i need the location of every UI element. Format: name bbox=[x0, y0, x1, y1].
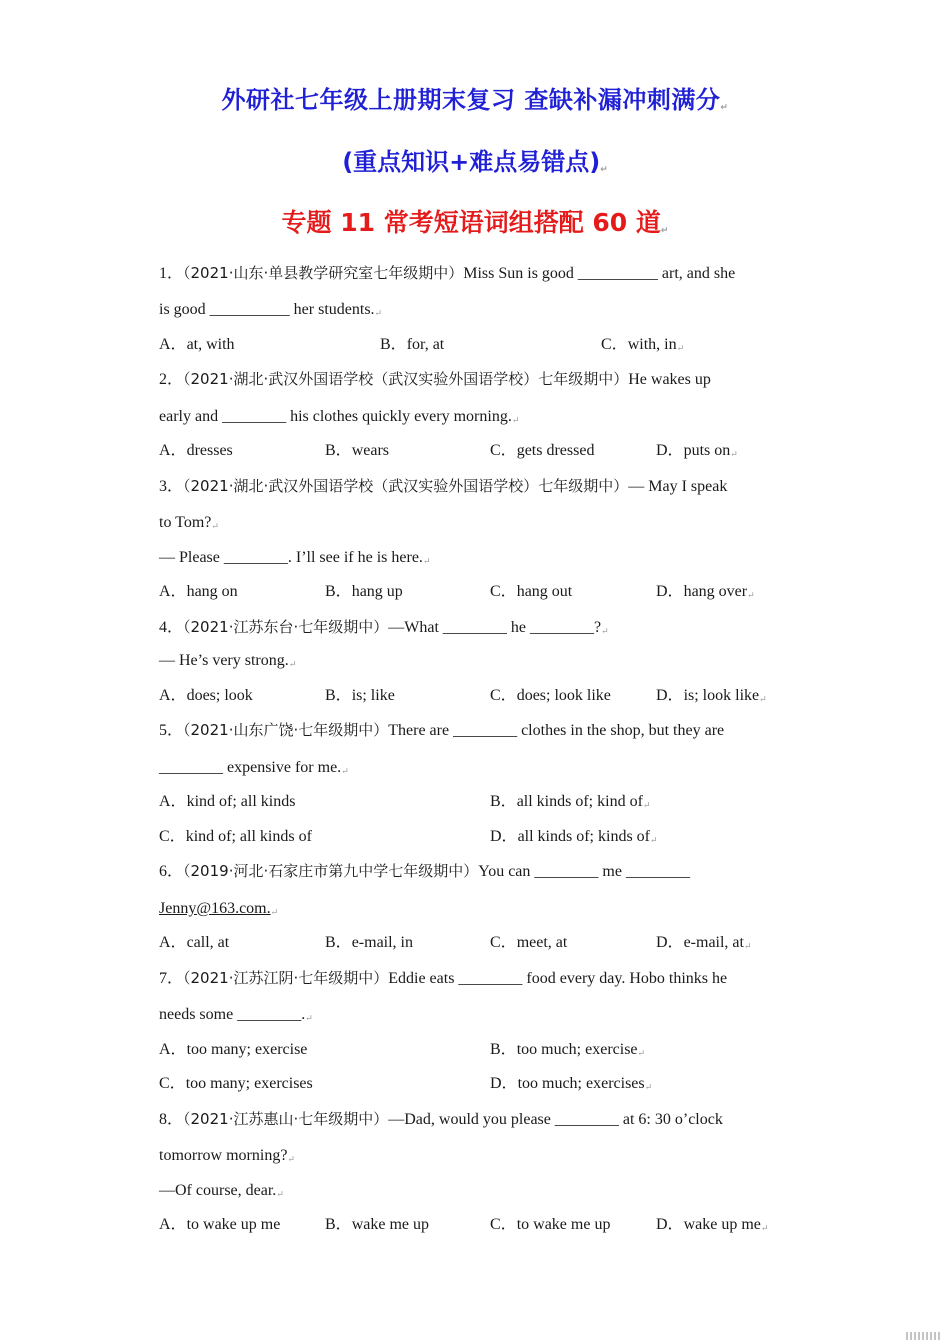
question-1-option-b[interactable]: B．for, at bbox=[380, 336, 445, 353]
question-4-option-d[interactable]: D．is; look like↵ bbox=[656, 687, 767, 704]
question-1-line-1 bbox=[159, 262, 799, 285]
question-8-line-1: 8．（2021·江苏惠山·七年级期中）—Dad, would you please ________ at 6: 30 o’clock bbox=[159, 1110, 723, 1128]
question-1-option-a[interactable]: A．at, with bbox=[159, 336, 235, 353]
question-6-option-c[interactable]: C．meet, at bbox=[490, 934, 568, 951]
question-4-option-b[interactable]: B．is; like bbox=[325, 687, 395, 704]
document-title: 外研社七年级上册期末复习 查缺补漏冲刺满分↵ bbox=[221, 86, 729, 114]
question-2-option-a[interactable]: A．dresses bbox=[159, 442, 233, 459]
question-stem: Miss Sun is good __________ art, and she bbox=[463, 265, 736, 282]
question-4-option-c[interactable]: C．does; look like bbox=[490, 687, 611, 704]
question-6-option-b[interactable]: B．e-mail, in bbox=[325, 934, 413, 951]
question-7-option-b[interactable]: B．too much; exercise↵ bbox=[490, 1041, 646, 1058]
question-6-option-a[interactable]: A．call, at bbox=[159, 934, 230, 951]
question-3-option-d[interactable]: D．hang over↵ bbox=[656, 583, 755, 600]
question-number: 1． bbox=[159, 265, 184, 282]
question-2-option-c[interactable]: C．gets dressed bbox=[490, 442, 595, 459]
question-5-line-2: ________ expensive for me.↵ bbox=[159, 759, 349, 776]
question-2-line-2: early and ________ his clothes quickly every morning.↵ bbox=[159, 408, 520, 425]
question-2-option-d[interactable]: D．puts on↵ bbox=[656, 442, 738, 459]
question-8-option-b[interactable]: B．wake me up bbox=[325, 1216, 429, 1233]
question-8-line-2: tomorrow morning?↵ bbox=[159, 1147, 295, 1164]
question-5-option-b[interactable]: B．all kinds of; kind of↵ bbox=[490, 793, 651, 810]
question-5-line-1: 5．（2021·山东广饶·七年级期中）There are ________ clothes in the shop, but they are bbox=[159, 721, 725, 739]
question-7-option-d[interactable]: D．too much; exercises↵ bbox=[490, 1075, 653, 1092]
document-subtitle: (重点知识+难点易错点)↵ bbox=[342, 148, 608, 176]
question-source: （2021·山东·单县教学研究室七年级期中） bbox=[183, 264, 464, 282]
footer-watermark bbox=[906, 1332, 942, 1340]
question-1-line-2: is good __________ her students.↵ bbox=[159, 301, 383, 318]
question-2-line-1: 2．（2021·湖北·武汉外国语学校（武汉实验外国语学校）七年级期中）He wakes up bbox=[159, 370, 711, 388]
question-6-option-d[interactable]: D．e-mail, at↵ bbox=[656, 934, 752, 951]
question-7-option-c[interactable]: C．too many; exercises bbox=[159, 1075, 313, 1092]
question-7-line-2: needs some ________.↵ bbox=[159, 1006, 313, 1023]
question-4-option-a[interactable]: A．does; look bbox=[159, 687, 253, 704]
question-3-option-c[interactable]: C．hang out bbox=[490, 583, 573, 600]
question-8-option-a[interactable]: A．to wake up me bbox=[159, 1216, 281, 1233]
question-8-option-c[interactable]: C．to wake me up bbox=[490, 1216, 611, 1233]
question-5-option-c[interactable]: C．kind of; all kinds of bbox=[159, 828, 312, 845]
question-6-line-2: Jenny@163.com.↵ bbox=[159, 900, 279, 917]
question-8-line-3: —Of course, dear.↵ bbox=[159, 1182, 284, 1199]
question-4-line-2: — He’s very strong.↵ bbox=[159, 652, 297, 669]
question-2-option-b[interactable]: B．wears bbox=[325, 442, 389, 459]
question-5-option-d[interactable]: D．all kinds of; kinds of↵ bbox=[490, 828, 658, 845]
question-3-line-3: — Please ________. I’ll see if he is here.↵ bbox=[159, 549, 431, 566]
question-6-line-1: 6．（2019·河北·石家庄市第九中学七年级期中）You can ________ me ________ bbox=[159, 862, 690, 880]
question-7-line-1: 7．（2021·江苏江阴·七年级期中）Eddie eats ________ food every day. Hobo thinks he bbox=[159, 969, 728, 987]
email-link[interactable]: Jenny@163.com. bbox=[159, 900, 271, 917]
question-3-option-b[interactable]: B．hang up bbox=[325, 583, 403, 600]
question-3-option-a[interactable]: A．hang on bbox=[159, 583, 238, 600]
question-3-line-2: to Tom?↵ bbox=[159, 514, 219, 531]
question-8-option-d[interactable]: D．wake up me↵ bbox=[656, 1216, 769, 1233]
question-1-option-c[interactable]: C．with, in↵ bbox=[601, 336, 685, 353]
question-3-line-1: 3．（2021·湖北·武汉外国语学校（武汉实验外国语学校）七年级期中）— May I speak bbox=[159, 477, 728, 495]
question-7-option-a[interactable]: A．too many; exercise bbox=[159, 1041, 308, 1058]
topic-heading: 专题 11 常考短语词组搭配 60 道↵ bbox=[281, 208, 669, 237]
question-5-option-a[interactable]: A．kind of; all kinds bbox=[159, 793, 296, 810]
question-4-line-1: 4．（2021·江苏东台·七年级期中）—What ________ he ________?↵ bbox=[159, 618, 609, 636]
